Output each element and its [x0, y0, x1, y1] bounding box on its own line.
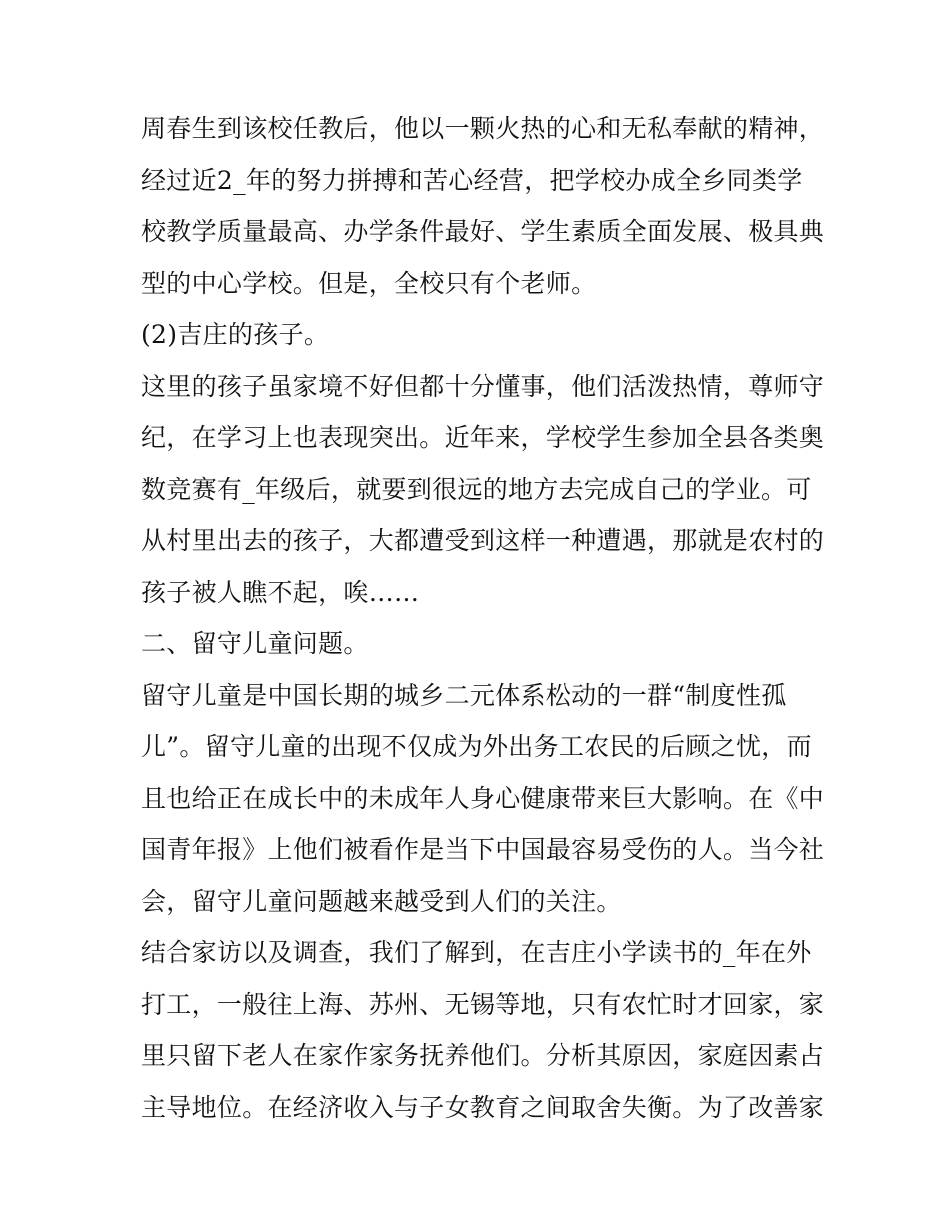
section-heading-line: 二、留守儿童问题。: [141, 629, 369, 658]
text-line: 国青年报》上他们被看作是当下中国最容易受伤的人。当今社: [141, 835, 825, 864]
text-line: 孩子被人瞧不起，唉……: [141, 577, 420, 607]
body-text: [141, 103, 825, 1133]
text-line: 纪，在学习上也表现突出。近年来，学校学生参加全县各类奥: [141, 423, 825, 452]
text-line: 主导地位。在经济收入与子女教育之间取舍失衡。为了改善家: [141, 1092, 825, 1122]
text-line: 结合家访以及调查，我们了解到，在吉庄小学读书的_年在外: [141, 938, 812, 967]
text-line: 且也给正在成长中的未成年人身心健康带来巨大影响。在《中: [141, 783, 825, 813]
text-line: 型的中心学校。但是，全校只有个老师。: [141, 268, 597, 298]
text-line: 会，留守儿童问题越来越受到人们的关注。: [141, 886, 622, 916]
text-line: 经过近2_年的努力拼搏和苦心经营，把学校办成全乡同类学: [141, 165, 803, 195]
text-line: 留守儿童是中国长期的城乡二元体系松动的一群“制度性孤: [141, 680, 787, 710]
text-line: 里只留下老人在家作家务抚养他们。分析其原因，家庭因素占: [141, 1041, 825, 1070]
subheading-line: (2)吉庄的孩子。: [141, 320, 330, 349]
text-line: 这里的孩子虽家境不好但都十分懂事，他们活泼热情，尊师守: [141, 371, 825, 401]
text-line: 校教学质量最高、办学条件最好、学生素质全面发展、极具典: [141, 217, 825, 246]
text-line: 从村里出去的孩子，大都遭受到这样一种遭遇，那就是农村的: [141, 526, 825, 555]
text-line: 打工，一般往上海、苏州、无锡等地，只有农忙时才回家，家: [141, 989, 825, 1019]
text-line: 儿”。留守儿童的出现不仅成为外出务工农民的后顾之忧，而: [141, 732, 812, 761]
text-line: 周春生到该校任教后，他以一颗火热的心和无私奉献的精神，: [141, 114, 825, 143]
text-line: 数竞赛有_年级后，就要到很远的地方去完成自己的学业。可: [141, 474, 812, 504]
